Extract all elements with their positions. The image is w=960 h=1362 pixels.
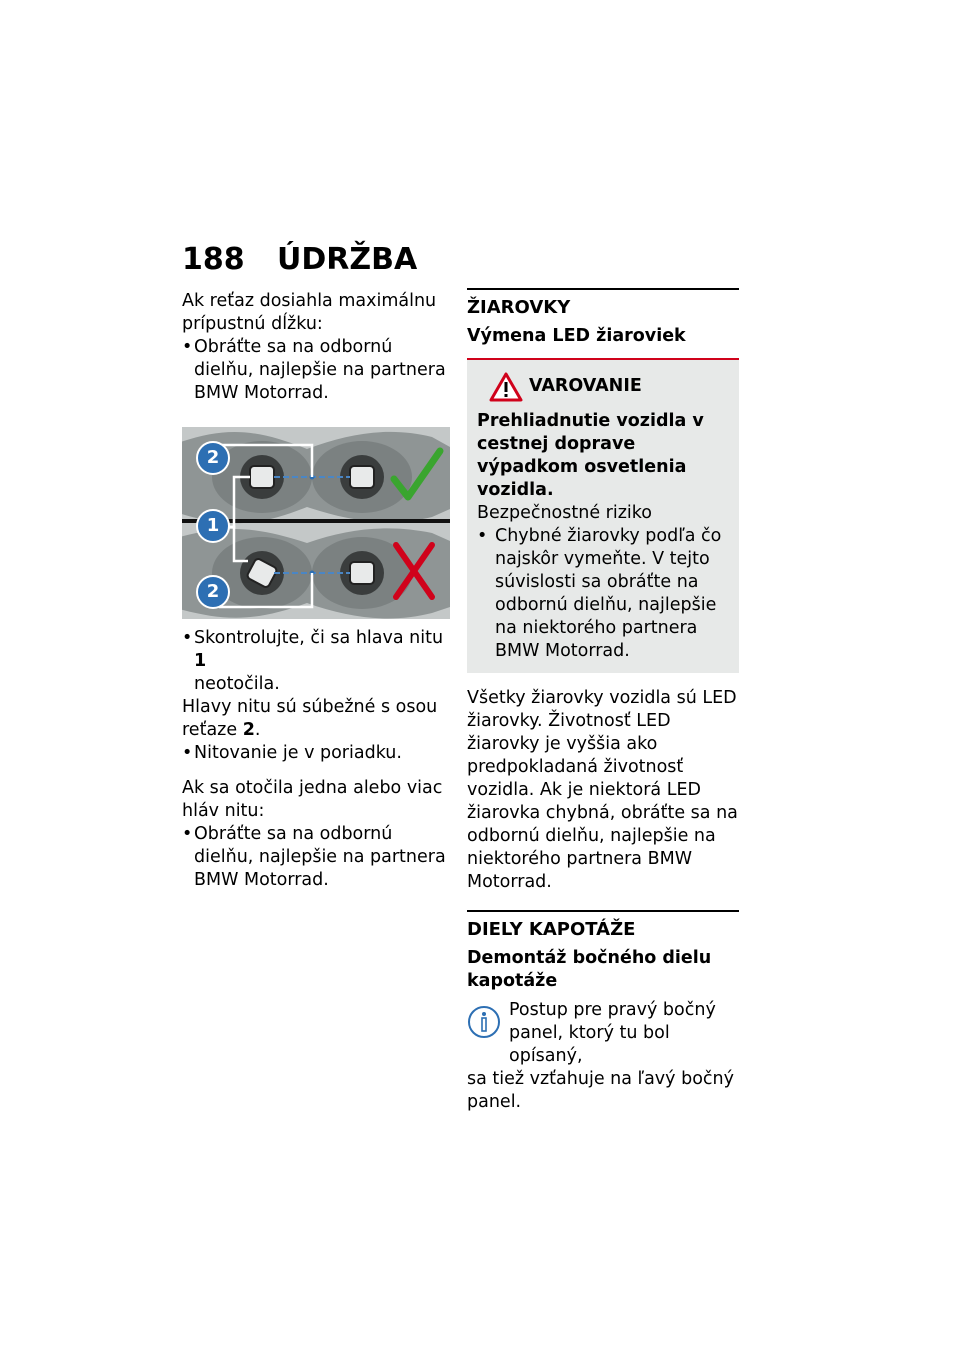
bullet-list-2 (182, 627, 450, 696)
warning-box (467, 358, 739, 673)
right-column (467, 288, 739, 1114)
warning-triangle-icon (489, 372, 523, 402)
bullet-icon: • (182, 824, 193, 844)
rivet-turned-intro: Ak sa otočila jedna alebo viac hláv nitu: (182, 778, 443, 821)
bullet-list-3 (182, 742, 450, 765)
section-rule (467, 910, 739, 912)
subsection-title-led: Výmena LED žiaroviek (467, 326, 686, 346)
led-lifetime-para: Všetky žiarovky vozidla sú LED žiarovky. Životnosť LED žiarovky je vyššia ako predpokladaná životnosť vozidla. Ak je niektorá LED žiarovka chybná, obráťte sa na odbornú dielňu, najlepšie na niektorého partnera BMW Motorrad. (467, 688, 738, 892)
callout-badge-2-bottom: 2 (196, 575, 230, 609)
warning-bullets (477, 525, 729, 663)
bullet-list-1 (182, 336, 450, 405)
bullet-icon: • (182, 628, 193, 648)
warning-title: VAROVANIE (529, 376, 642, 396)
chain-intro: Ak reťaz dosiahla maximálnu prípustnú dĺžku: (182, 291, 437, 334)
rivet-parallel-note: Hlavy nitu sú súbežné s osou reťaze 2. (182, 697, 438, 740)
info-text: Postup pre pravý bočný panel, ktorý tu bol opísaný, (509, 1000, 716, 1066)
bullet-icon: • (182, 337, 193, 357)
list-item: • Chybné žiarovky podľa čo najskôr vymeňte. V tejto súvislosti sa obráťte na odbornú dielňu, najlepšie na niektorého partnera BMW Motorrad. (477, 526, 722, 661)
list-item: • Skontrolujte, či sa hlava nitu 1 neotočila. (182, 628, 444, 694)
bullet-list-4 (182, 823, 450, 892)
section-rule (467, 288, 739, 290)
list-item: • Obráťte sa na odbornú dielňu, najlepšie na partnera BMW Motorrad. (182, 337, 446, 403)
section-title-bulbs: ŽIAROVKY (467, 297, 571, 318)
bullet-icon: • (182, 743, 193, 763)
chapter-title: ÚDRŽBA (277, 242, 418, 277)
list-item: • Obráťte sa na odbornú dielňu, najlepšie na partnera BMW Motorrad. (182, 824, 446, 890)
warning-risk: Bezpečnostné riziko (477, 503, 652, 523)
page-number: 188 (182, 242, 245, 277)
info-note (467, 999, 739, 1068)
subsection-title-side-panel: Demontáž bočného dielu kapotáže (467, 948, 712, 991)
warning-hazard: Prehliadnutie vozidla v cestnej doprave výpadkom osvetlenia vozidla. (477, 411, 704, 500)
warning-header (477, 370, 729, 406)
info-icon (467, 1005, 501, 1039)
info-text-continued: sa tiež vzťahuje na ľavý bočný panel. (467, 1069, 734, 1112)
left-column (182, 290, 450, 892)
callout-badge-1: 1 (196, 509, 230, 543)
section-title-fairing: DIELY KAPOTÁŽE (467, 919, 636, 940)
callout-badge-2-top: 2 (196, 441, 230, 475)
chain-rivet-figure (182, 427, 450, 619)
list-item: • Nitovanie je v poriadku. (182, 743, 402, 763)
bullet-icon: • (477, 526, 488, 546)
